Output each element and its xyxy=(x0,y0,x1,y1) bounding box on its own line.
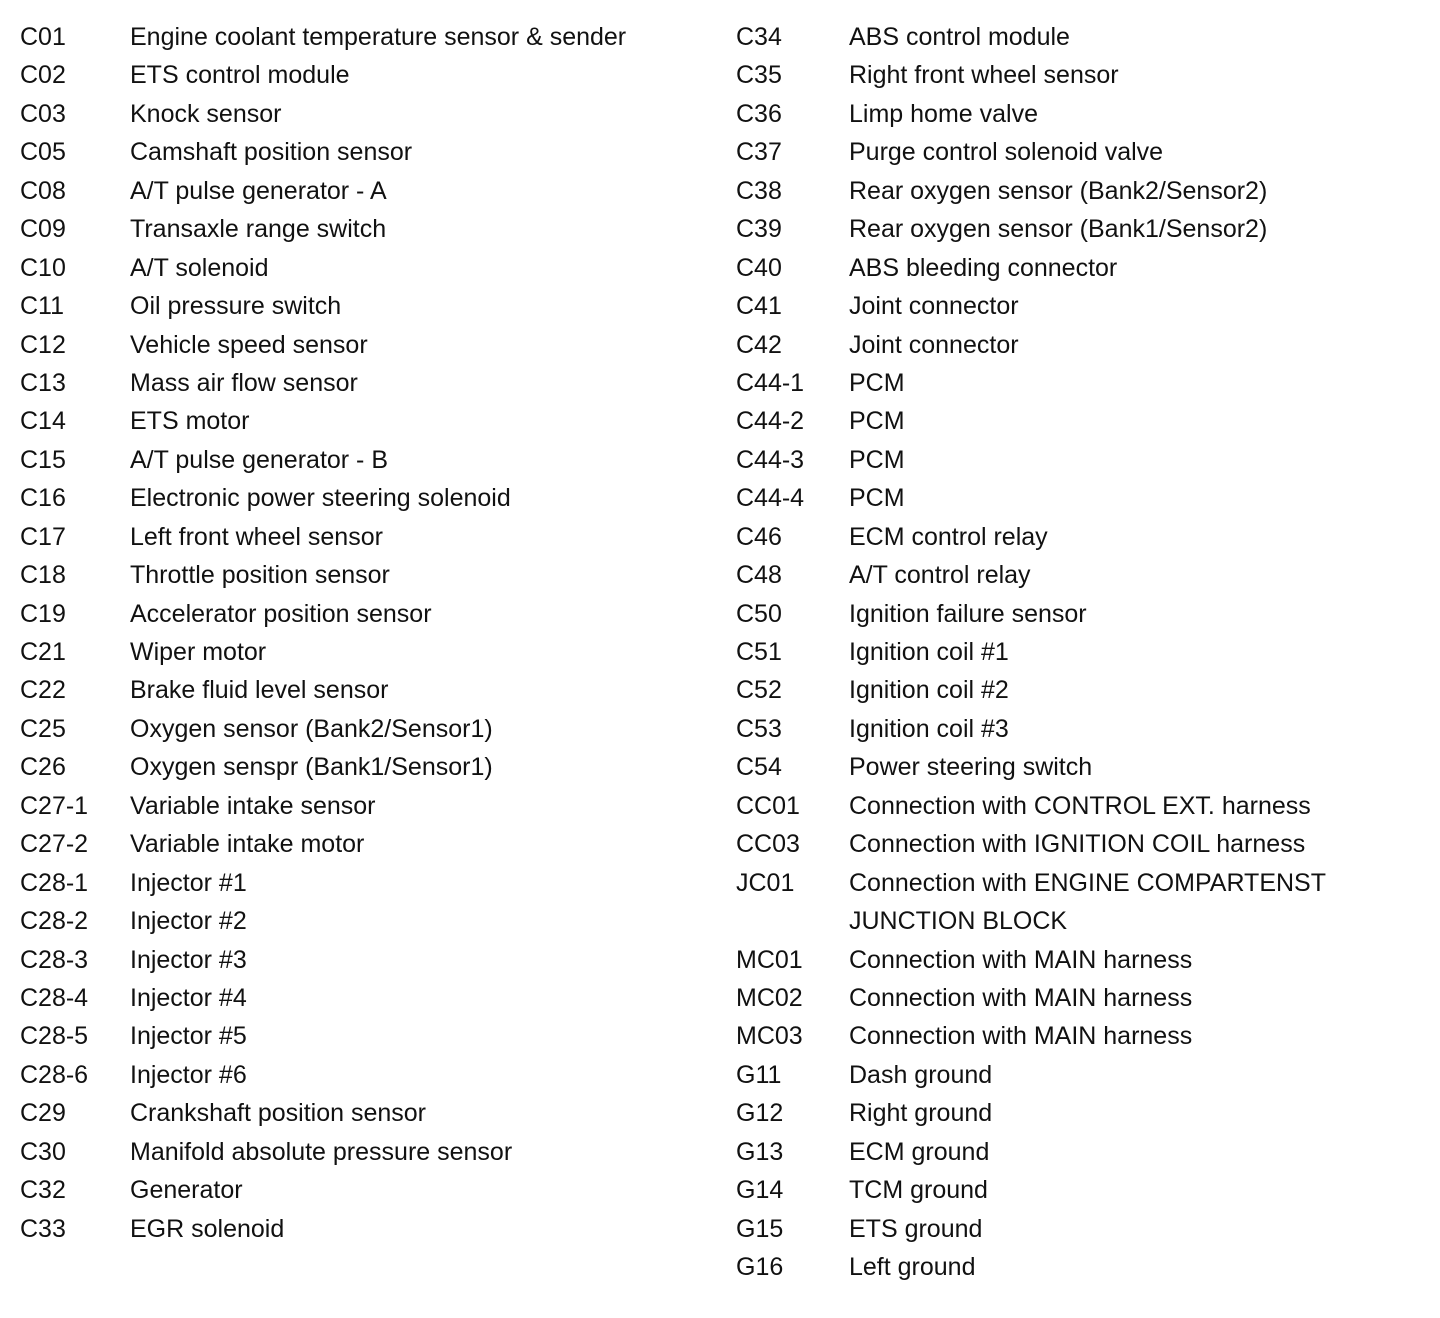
connector-description: Oxygen senspr (Bank1/Sensor1) xyxy=(130,753,493,782)
connector-description: Brake fluid level sensor xyxy=(130,676,389,705)
connector-code: MC02 xyxy=(736,983,803,1012)
connector-description: A/T pulse generator - A xyxy=(130,176,387,205)
connector-code: C44-2 xyxy=(736,407,805,436)
connector-description: ETS control module xyxy=(130,61,350,90)
connector-code: C28-2 xyxy=(20,907,89,936)
connector-description: Variable intake sensor xyxy=(130,791,376,820)
connector-code: C21 xyxy=(20,638,66,666)
connector-code: G12 xyxy=(736,1099,784,1128)
connector-description: Generator xyxy=(130,1176,243,1205)
connector-description: Crankshaft position sensor xyxy=(130,1099,426,1128)
connector-code: MC03 xyxy=(736,1022,803,1051)
connector-code: C28-6 xyxy=(20,1060,89,1089)
connector-code: C10 xyxy=(20,253,66,282)
connector-code: G16 xyxy=(736,1253,784,1281)
connector-code: C09 xyxy=(20,215,66,244)
connector-description: Rear oxygen sensor (Bank2/Sensor2) xyxy=(849,176,1268,205)
connector-description: Camshaft position sensor xyxy=(130,138,413,167)
connector-code: C52 xyxy=(736,676,782,705)
connector-code: C39 xyxy=(736,215,782,244)
connector-description: Accelerator position sensor xyxy=(130,599,432,628)
connector-description: Rear oxygen sensor (Bank1/Sensor2) xyxy=(849,215,1268,244)
connector-code: C17 xyxy=(20,522,66,551)
connector-description: Limp home valve xyxy=(849,99,1038,128)
connector-description: Ignition coil #2 xyxy=(849,676,1009,705)
connector-description: ECM ground xyxy=(849,1137,990,1166)
connector-code: C08 xyxy=(20,176,66,205)
connector-description: Joint connector xyxy=(849,292,1019,321)
connector-description: JUNCTION BLOCK xyxy=(849,907,1068,936)
connector-description: Connection with ENGINE COMPARTENST xyxy=(849,868,1326,897)
connector-code: C46 xyxy=(736,522,782,551)
connector-code: C03 xyxy=(20,99,66,128)
connector-code: C19 xyxy=(20,599,66,628)
connector-description: ETS motor xyxy=(130,407,250,436)
connector-code: C22 xyxy=(20,676,66,705)
connector-description: Injector #1 xyxy=(130,868,247,897)
connector-description: Oxygen sensor (Bank2/Sensor1) xyxy=(130,714,493,743)
connector-code: C51 xyxy=(736,638,782,666)
connector-code: CC01 xyxy=(736,791,800,820)
connector-code: C41 xyxy=(736,292,782,321)
connector-description: Electronic power steering solenoid xyxy=(130,484,511,513)
connector-code: C27-2 xyxy=(20,830,89,859)
connector-description: Dash ground xyxy=(849,1060,993,1089)
connector-code: C44-4 xyxy=(736,484,805,513)
connector-description: PCM xyxy=(849,484,905,513)
connector-description: Ignition coil #3 xyxy=(849,714,1009,743)
connector-code: C32 xyxy=(20,1176,66,1205)
connector-description: EGR solenoid xyxy=(130,1214,285,1243)
connector-description: Engine coolant temperature sensor & sender xyxy=(130,23,627,51)
connector-code: C44-3 xyxy=(736,445,805,474)
connector-code: G14 xyxy=(736,1176,784,1205)
connector-code: C16 xyxy=(20,484,66,513)
connector-description: PCM xyxy=(849,445,905,474)
connector-code: C28-4 xyxy=(20,983,89,1012)
connector-description: Connection with MAIN harness xyxy=(849,983,1193,1012)
connector-code: C40 xyxy=(736,253,782,282)
connector-description: Oil pressure switch xyxy=(130,292,342,321)
connector-code: C44-1 xyxy=(736,368,805,397)
connector-description: Right front wheel sensor xyxy=(849,61,1119,90)
connector-description: Connection with CONTROL EXT. harness xyxy=(849,791,1311,820)
connector-code: C36 xyxy=(736,99,782,128)
connector-code: C33 xyxy=(20,1214,66,1243)
connector-description: Mass air flow sensor xyxy=(130,368,358,397)
connector-code: C38 xyxy=(736,176,782,205)
connector-code: C28-3 xyxy=(20,945,89,974)
connector-description: Injector #5 xyxy=(130,1022,247,1051)
connector-code: C25 xyxy=(20,714,66,743)
connector-description: Injector #3 xyxy=(130,945,247,974)
connector-code: C42 xyxy=(736,330,782,359)
connector-description: Throttle position sensor xyxy=(130,561,390,590)
connector-code: C27-1 xyxy=(20,791,89,820)
connector-description: Purge control solenoid valve xyxy=(849,138,1164,167)
connector-description: Manifold absolute pressure sensor xyxy=(130,1137,513,1166)
connector-code: C15 xyxy=(20,445,66,474)
connector-description: ETS ground xyxy=(849,1214,983,1243)
connector-code: C48 xyxy=(736,561,782,590)
connector-description: Injector #4 xyxy=(130,983,247,1012)
connector-description: Left ground xyxy=(849,1253,976,1281)
connector-code: C28-5 xyxy=(20,1022,89,1051)
connector-description: Vehicle speed sensor xyxy=(130,330,368,359)
connector-code: C05 xyxy=(20,138,66,167)
connector-description: TCM ground xyxy=(849,1176,988,1205)
connector-description: Left front wheel sensor xyxy=(130,522,383,551)
connector-code: C29 xyxy=(20,1099,66,1128)
connector-code: G13 xyxy=(736,1137,784,1166)
connector-code: C37 xyxy=(736,138,782,167)
connector-code: C18 xyxy=(20,561,66,590)
connector-description: A/T solenoid xyxy=(130,253,269,282)
connector-code: CC03 xyxy=(736,830,800,859)
connector-description: ABS control module xyxy=(849,23,1070,51)
connector-description: Knock sensor xyxy=(130,99,282,128)
connector-description: A/T control relay xyxy=(849,561,1031,590)
connector-description: Variable intake motor xyxy=(130,830,365,859)
connector-description: Transaxle range switch xyxy=(130,215,387,244)
connector-description: ABS bleeding connector xyxy=(849,253,1118,282)
connector-description: Injector #2 xyxy=(130,907,247,936)
connector-code: C53 xyxy=(736,714,782,743)
connector-description: ECM control relay xyxy=(849,522,1048,551)
connector-code: G15 xyxy=(736,1214,784,1243)
connector-code: C34 xyxy=(736,23,782,51)
connector-code: JC01 xyxy=(736,868,795,897)
connector-code: C14 xyxy=(20,407,66,436)
connector-code: C12 xyxy=(20,330,66,359)
connector-description: Joint connector xyxy=(849,330,1019,359)
connector-code: C50 xyxy=(736,599,782,628)
connector-description: Connection with MAIN harness xyxy=(849,945,1193,974)
connector-code: C01 xyxy=(20,23,66,51)
connector-code: C28-1 xyxy=(20,868,89,897)
connector-description: Power steering switch xyxy=(849,753,1093,782)
connector-code: MC01 xyxy=(736,945,803,974)
connector-code: C11 xyxy=(20,292,65,321)
connector-code: C13 xyxy=(20,368,66,397)
connector-description: Connection with IGNITION COIL harness xyxy=(849,830,1306,859)
connector-description: Injector #6 xyxy=(130,1060,247,1089)
connector-description: PCM xyxy=(849,407,905,436)
connector-code: C02 xyxy=(20,61,66,90)
connector-description: Right ground xyxy=(849,1099,993,1128)
connector-code: C30 xyxy=(20,1137,66,1166)
connector-code: C54 xyxy=(736,753,782,782)
connector-description: Ignition failure sensor xyxy=(849,599,1087,628)
connector-description: PCM xyxy=(849,368,905,397)
connector-description: Ignition coil #1 xyxy=(849,638,1009,666)
connector-description: A/T pulse generator - B xyxy=(130,445,389,474)
connector-code: G11 xyxy=(736,1060,782,1089)
connector-description: Connection with MAIN harness xyxy=(849,1022,1193,1051)
connector-description: Wiper motor xyxy=(130,638,267,666)
connector-code: C26 xyxy=(20,753,66,782)
connector-code: C35 xyxy=(736,61,782,90)
